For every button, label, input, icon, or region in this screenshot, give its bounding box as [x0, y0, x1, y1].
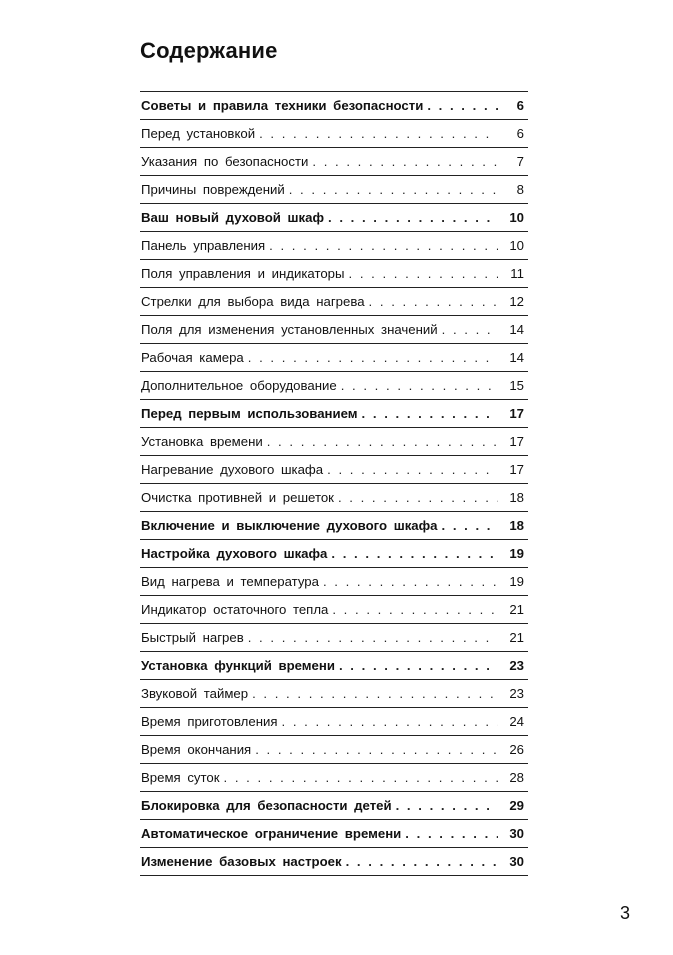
toc-entry-page: 10 [509, 238, 524, 253]
toc-entry-page: 29 [509, 798, 524, 813]
toc-entry[interactable] [140, 120, 528, 148]
toc-entry-page: 30 [509, 826, 524, 841]
dot-leader [289, 182, 498, 197]
toc-entry[interactable] [140, 372, 528, 400]
toc-entry-title: Включение и выключение духового шкафа [141, 518, 438, 533]
dot-leader [442, 518, 499, 533]
toc-section-entry[interactable] [140, 652, 528, 680]
toc-entry[interactable] [140, 260, 528, 288]
toc-entry-page: 17 [509, 462, 524, 477]
dot-leader [405, 826, 498, 841]
dot-leader [338, 490, 498, 505]
toc-entry-page: 8 [516, 182, 524, 197]
toc-section-entry[interactable] [140, 792, 528, 820]
toc-entry-page: 6 [516, 98, 524, 113]
toc-entry[interactable] [140, 708, 528, 736]
dot-leader [341, 378, 498, 393]
dot-leader [362, 406, 498, 421]
toc-entry-page: 6 [516, 126, 524, 141]
dot-leader [339, 658, 498, 673]
toc-entry[interactable] [140, 148, 528, 176]
toc-entry-title: Советы и правила техники безопасности [141, 98, 424, 113]
dot-leader [255, 742, 498, 757]
toc-entry-page: 23 [509, 686, 524, 701]
toc-entry-title: Время суток [141, 770, 220, 785]
toc-entry-title: Время приготовления [141, 714, 278, 729]
dot-leader [327, 462, 498, 477]
toc-entry[interactable] [140, 484, 528, 512]
dot-leader [248, 630, 498, 645]
toc-section-entry[interactable] [140, 512, 528, 540]
toc-entry[interactable] [140, 288, 528, 316]
toc-entry-page: 17 [509, 434, 524, 449]
page-number: 3 [620, 903, 631, 923]
toc-entry[interactable] [140, 764, 528, 792]
toc-entry-title: Изменение базовых настроек [141, 854, 342, 869]
dot-leader [269, 238, 498, 253]
toc-entry-title: Настройка духового шкафа [141, 546, 328, 561]
toc-entry-page: 18 [509, 490, 524, 505]
toc-entry-title: Очистка противней и решеток [141, 490, 334, 505]
toc-entry-page: 23 [509, 658, 524, 673]
page-title: Содержание [140, 38, 278, 63]
toc-entry-title: Установка времени [141, 434, 263, 449]
toc-entry-page: 11 [510, 266, 524, 281]
toc-entry[interactable] [140, 596, 528, 624]
toc-entry-page: 18 [509, 518, 524, 533]
toc-entry-title: Причины повреждений [141, 182, 285, 197]
toc-entry[interactable] [140, 428, 528, 456]
toc-entry-title: Быстрый нагрев [141, 630, 244, 645]
toc-entry-title: Дополнительное оборудование [141, 378, 337, 393]
toc-entry-page: 10 [509, 210, 524, 225]
toc-entry-page: 21 [509, 630, 524, 645]
toc-entry-page: 19 [509, 546, 524, 561]
toc-entry[interactable] [140, 736, 528, 764]
dot-leader [282, 714, 499, 729]
dot-leader [259, 126, 498, 141]
toc-section-entry[interactable] [140, 92, 528, 120]
toc-entry-page: 24 [509, 714, 524, 729]
toc-entry-title: Рабочая камера [141, 350, 244, 365]
toc-entry[interactable] [140, 568, 528, 596]
dot-leader [332, 602, 498, 617]
toc-entry-title: Стрелки для выбора вида нагрева [141, 294, 365, 309]
toc-entry-title: Поля управления и индикаторы [141, 266, 345, 281]
dot-leader [331, 546, 498, 561]
toc-section-entry[interactable] [140, 400, 528, 428]
dot-leader [248, 350, 498, 365]
toc-entry[interactable] [140, 680, 528, 708]
toc-entry-title: Указания по безопасности [141, 154, 309, 169]
dot-leader [427, 98, 498, 113]
toc-entry-page: 7 [516, 154, 524, 169]
toc-entry-title: Ваш новый духовой шкаф [141, 210, 324, 225]
toc-entry-title: Панель управления [141, 238, 266, 253]
toc-entry-title: Время окончания [141, 742, 252, 757]
dot-leader [442, 322, 498, 337]
toc-entry-title: Перед установкой [141, 126, 256, 141]
toc-entry-title: Вид нагрева и температура [141, 574, 319, 589]
toc-entry-page: 14 [509, 322, 524, 337]
toc-entry[interactable] [140, 316, 528, 344]
toc-section-entry[interactable] [140, 204, 528, 232]
toc-entry-page: 15 [509, 378, 524, 393]
toc-entry-title: Автоматическое ограничение времени [141, 826, 402, 841]
toc-entry[interactable] [140, 176, 528, 204]
toc-section-entry[interactable] [140, 540, 528, 568]
dot-leader [349, 266, 499, 281]
toc-entry-page: 21 [509, 602, 524, 617]
toc-entry[interactable] [140, 344, 528, 372]
toc-entry-title: Блокировка для безопасности детей [141, 798, 392, 813]
toc-section-entry[interactable] [140, 820, 528, 848]
dot-leader [224, 770, 498, 785]
toc-entry-title: Поля для изменения установленных значений [141, 322, 438, 337]
toc-entry-title: Нагревание духового шкафа [141, 462, 324, 477]
dot-leader [346, 854, 498, 869]
dot-leader [328, 210, 498, 225]
dot-leader [252, 686, 498, 701]
dot-leader [312, 154, 498, 169]
toc-entry[interactable] [140, 456, 528, 484]
toc-entry[interactable] [140, 624, 528, 652]
dot-leader [267, 434, 498, 449]
dot-leader [396, 798, 498, 813]
toc-entry-page: 28 [509, 770, 524, 785]
toc-section-entry[interactable] [140, 848, 528, 876]
toc-entry-page: 14 [509, 350, 524, 365]
toc-entry-page: 30 [509, 854, 524, 869]
toc-entry-title: Перед первым использованием [141, 406, 358, 421]
toc-entry-page: 19 [509, 574, 524, 589]
toc-entry-title: Звуковой таймер [141, 686, 249, 701]
toc-entry[interactable] [140, 232, 528, 260]
table-of-contents [140, 91, 528, 876]
toc-entry-page: 12 [509, 294, 524, 309]
dot-leader [323, 574, 498, 589]
toc-entry-page: 26 [509, 742, 524, 757]
dot-leader [369, 294, 498, 309]
toc-entry-title: Индикатор остаточного тепла [141, 602, 329, 617]
toc-entry-title: Установка функций времени [141, 658, 335, 673]
toc-entry-page: 17 [509, 406, 524, 421]
